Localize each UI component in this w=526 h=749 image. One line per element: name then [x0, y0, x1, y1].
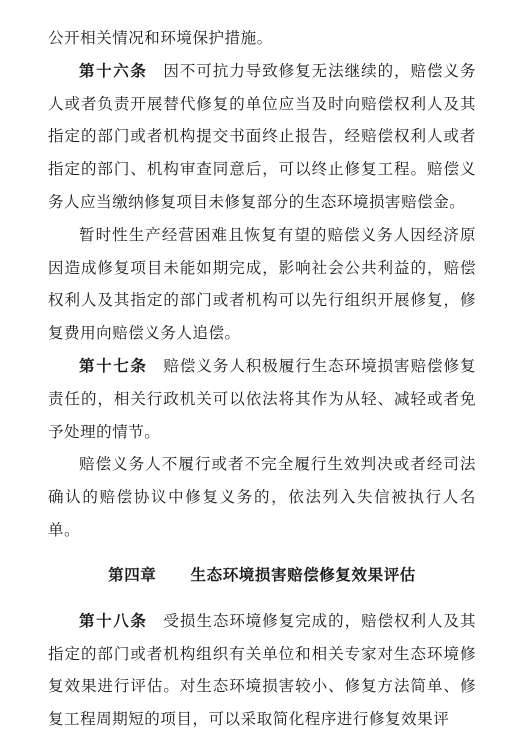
article-18-paragraph: [48, 605, 476, 736]
chapter-number: 第四章: [108, 565, 157, 584]
continuation-paragraph: 公开相关情况和环境保护措施。: [48, 29, 273, 47]
article-17-label: 第十七条: [79, 356, 148, 375]
article-17-second-paragraph: 赔偿义务人不履行或者不完全履行生效判决或者经司法确认的赔偿协议中修复义务的，依法列入失信被执行人名单。: [48, 455, 476, 539]
article-18-text: 受损生态环境修复完成的，赔偿权利人及其指定的部门或者机构组织有关单位和相关专家对生态环境修复效果进行评估。对生态环境损害较小、修复方法简单、修复工程周期短的项目，可以采取简化程序进行修复效果评: [48, 611, 476, 729]
article-16-text: 因不可抗力导致修复无法继续的，赔偿义务人或者负责开展替代修复的单位应当及时向赔偿权利人及其指定的部门或者机构提交书面终止报告，经赔偿权利人或者指定的部门、机构审查同意后，可以终止修复工程。赔偿义务人应当缴纳修复项目未修复部分的生态环境损害赔偿金。: [48, 61, 476, 211]
article-17-paragraph: [48, 350, 476, 448]
chapter-title: 生态环境损害赔偿修复效果评估: [190, 565, 416, 584]
document-page: [48, 22, 476, 736]
article-16-label: 第十六条: [79, 61, 148, 80]
chapter-heading: [48, 559, 476, 591]
article-17-text: 赔偿义务人积极履行生态环境损害赔偿修复责任的，相关行政机关可以依法将其作为从轻、减轻或者免予处理的情节。: [48, 356, 476, 441]
article-18-label: 第十八条: [79, 611, 148, 630]
article-16-second-paragraph: 暂时性生产经营困难且恢复有望的赔偿义务人因经济原因造成修复项目未能如期完成，影响社会公共利益的，赔偿权利人及其指定的部门或者机构可以先行组织开展修复，修复费用向赔偿义务人追偿。: [48, 225, 476, 343]
article-16-paragraph: [48, 55, 476, 219]
